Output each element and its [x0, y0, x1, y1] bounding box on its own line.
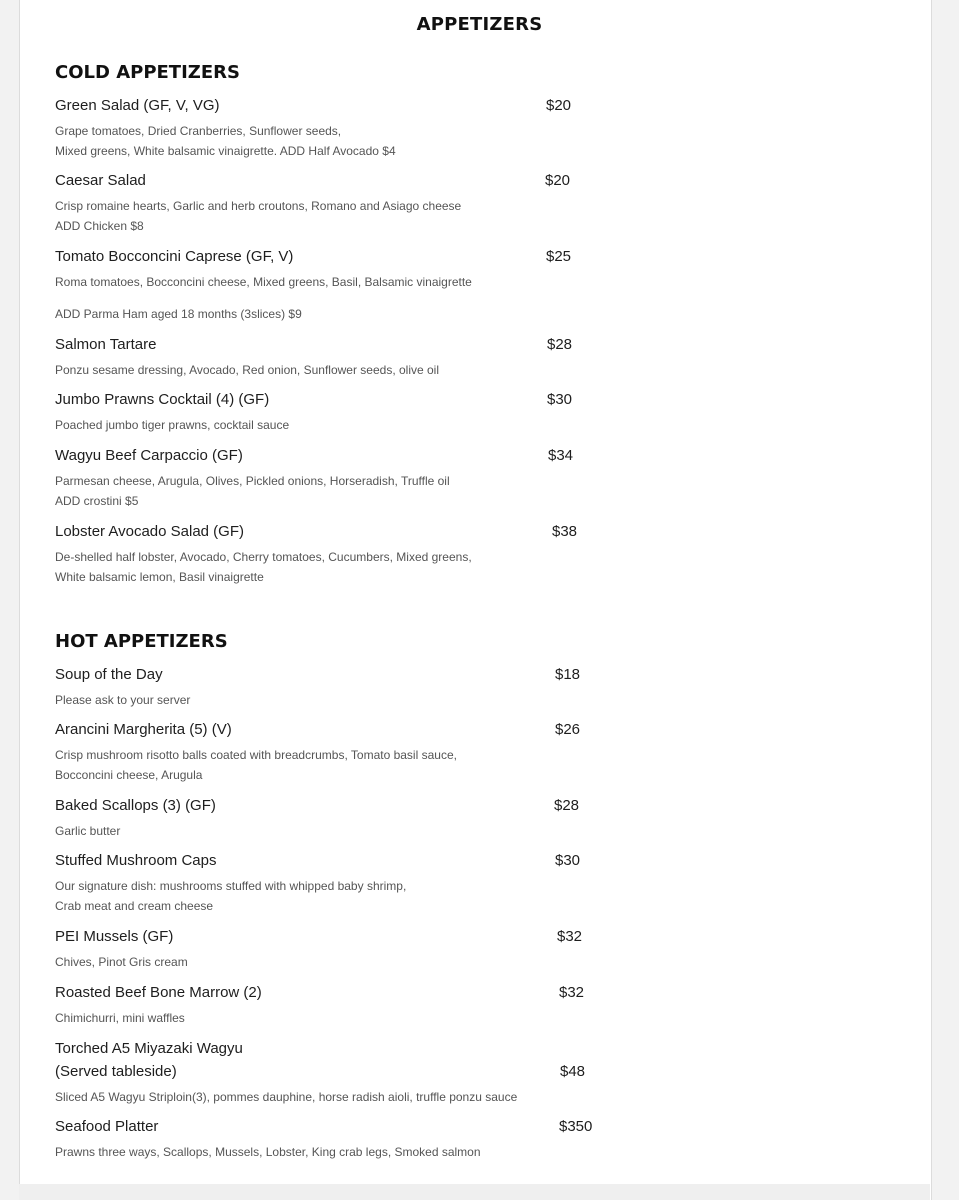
item-desc-seafood-platter: Prawns three ways, Scallops, Mussels, Lobster, King crab legs, Smoked salmon — [55, 1145, 481, 1159]
item-name-soup: Soup of the Day — [55, 666, 163, 683]
item-price-seafood-platter: $350 — [559, 1118, 593, 1135]
section-title-cold: COLD APPETIZERS — [55, 62, 240, 83]
item-desc-arancini-1: Crisp mushroom risotto balls coated with breadcrumbs, Tomato basil sauce, — [55, 748, 457, 762]
item-name-salmon-tartare: Salmon Tartare — [55, 336, 157, 353]
item-desc-prawns-cocktail: Poached jumbo tiger prawns, cocktail sauce — [55, 418, 290, 432]
item-price-lobster-salad: $38 — [552, 523, 578, 540]
item-name-seafood-platter: Seafood Platter — [55, 1118, 159, 1135]
item-price-baked-scallops: $28 — [554, 797, 580, 814]
item-price-arancini: $26 — [555, 721, 581, 738]
item-desc-arancini-2: Bocconcini cheese, Arugula — [55, 768, 203, 782]
item-desc-soup: Please ask to your server — [55, 693, 191, 707]
item-price-caesar-salad: $20 — [545, 172, 571, 189]
item-name-pei-mussels: PEI Mussels (GF) — [55, 928, 174, 945]
item-desc-lobster-salad-2: White balsamic lemon, Basil vinaigrette — [55, 570, 264, 584]
item-name-bone-marrow: Roasted Beef Bone Marrow (2) — [55, 984, 262, 1001]
item-name-a5-wagyu-line2: (Served tableside) — [55, 1063, 177, 1080]
item-price-wagyu-carpaccio: $34 — [548, 447, 574, 464]
item-desc-baked-scallops: Garlic butter — [55, 824, 121, 838]
item-price-pei-mussels: $32 — [557, 928, 583, 945]
item-name-lobster-salad: Lobster Avocado Salad (GF) — [55, 523, 244, 540]
item-desc-wagyu-carpaccio-2: ADD crostini $5 — [55, 494, 139, 508]
item-price-caprese: $25 — [546, 248, 572, 265]
item-desc-caprese-2: ADD Parma Ham aged 18 months (3slices) $9 — [55, 307, 302, 321]
item-price-stuffed-mushroom: $30 — [555, 852, 581, 869]
item-name-baked-scallops: Baked Scallops (3) (GF) — [55, 797, 216, 814]
item-desc-salmon-tartare: Ponzu sesame dressing, Avocado, Red onion, Sunflower seeds, olive oil — [55, 363, 440, 377]
page-title: APPETIZERS — [416, 14, 543, 35]
item-name-stuffed-mushroom: Stuffed Mushroom Caps — [55, 852, 217, 869]
item-price-a5-wagyu: $48 — [560, 1063, 586, 1080]
item-price-soup: $18 — [555, 666, 581, 683]
item-price-prawns-cocktail: $30 — [547, 391, 573, 408]
item-desc-green-salad-1: Grape tomatoes, Dried Cranberries, Sunflower seeds, — [55, 124, 342, 138]
item-desc-wagyu-carpaccio-1: Parmesan cheese, Arugula, Olives, Pickled onions, Horseradish, Truffle oil — [55, 474, 450, 488]
item-desc-caprese-1: Roma tomatoes, Bocconcini cheese, Mixed greens, Basil, Balsamic vinaigrette — [55, 275, 472, 289]
item-desc-bone-marrow: Chimichurri, mini waffles — [55, 1011, 185, 1025]
page-bottom-edge — [19, 1184, 930, 1200]
item-name-a5-wagyu: Torched A5 Miyazaki Wagyu — [55, 1040, 243, 1057]
item-price-bone-marrow: $32 — [559, 984, 585, 1001]
item-desc-caesar-salad-1: Crisp romaine hearts, Garlic and herb croutons, Romano and Asiago cheese — [55, 199, 462, 213]
item-desc-pei-mussels: Chives, Pinot Gris cream — [55, 955, 188, 969]
item-desc-lobster-salad-1: De-shelled half lobster, Avocado, Cherry tomatoes, Cucumbers, Mixed greens, — [55, 550, 472, 564]
item-desc-stuffed-mushroom-1: Our signature dish: mushrooms stuffed with whipped baby shrimp, — [55, 879, 407, 893]
item-price-salmon-tartare: $28 — [547, 336, 573, 353]
item-name-caprese: Tomato Bocconcini Caprese (GF, V) — [55, 248, 294, 265]
item-name-arancini: Arancini Margherita (5) (V) — [55, 721, 232, 738]
item-price-green-salad: $20 — [546, 97, 572, 114]
item-desc-green-salad-2: Mixed greens, White balsamic vinaigrette. ADD Half Avocado $4 — [55, 144, 396, 158]
item-desc-caesar-salad-2: ADD Chicken $8 — [55, 219, 144, 233]
item-desc-a5-wagyu: Sliced A5 Wagyu Striploin(3), pommes dauphine, horse radish aioli, truffle ponzu sauce — [55, 1090, 518, 1104]
item-name-prawns-cocktail: Jumbo Prawns Cocktail (4) (GF) — [55, 391, 270, 408]
item-name-caesar-salad: Caesar Salad — [55, 172, 146, 189]
item-desc-stuffed-mushroom-2: Crab meat and cream cheese — [55, 899, 214, 913]
item-name-green-salad: Green Salad (GF, V, VG) — [55, 97, 220, 114]
item-name-wagyu-carpaccio: Wagyu Beef Carpaccio (GF) — [55, 447, 243, 464]
section-title-hot: HOT APPETIZERS — [55, 631, 228, 652]
